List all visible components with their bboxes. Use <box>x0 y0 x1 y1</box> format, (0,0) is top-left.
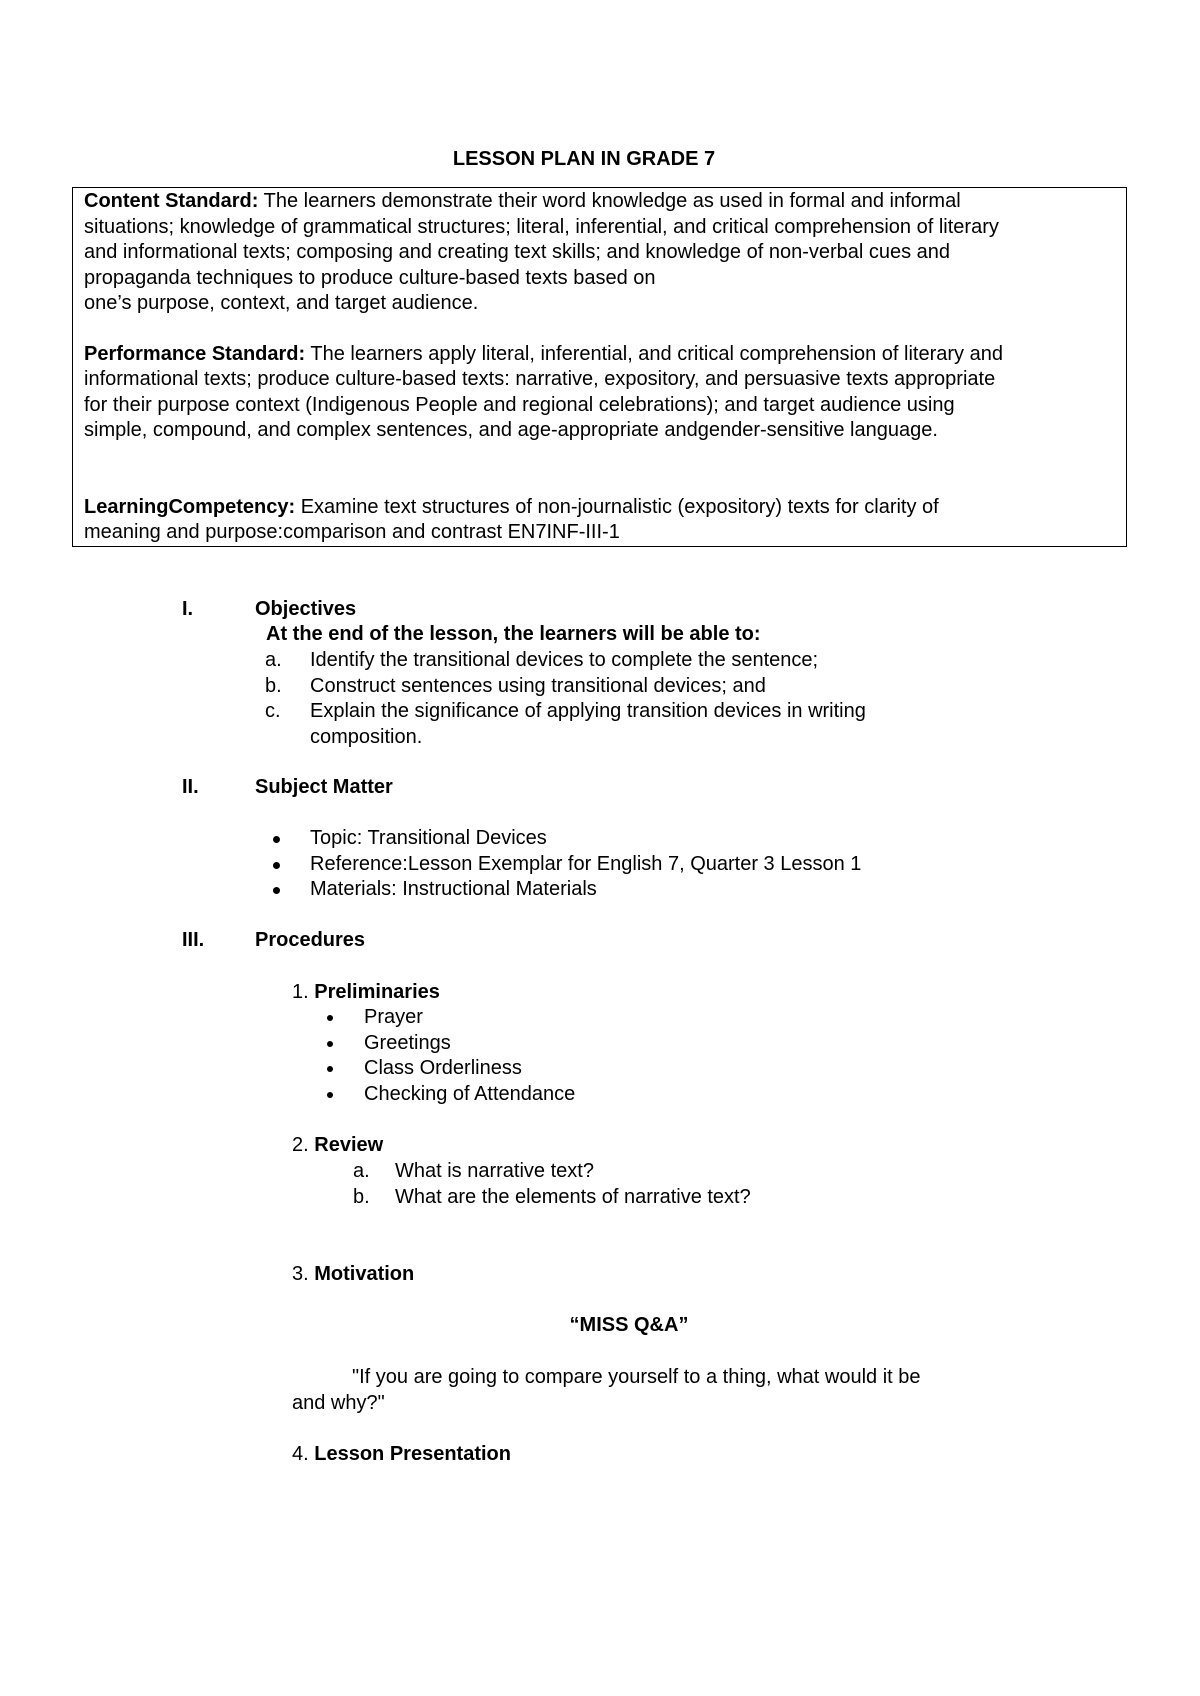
performance-standard-line: simple, compound, and complex sentences, and age-appropriate andgender-sensitive language. <box>84 419 938 441</box>
procedure-label: Motivation <box>314 1263 415 1285</box>
learning-competency <box>84 495 1114 521</box>
bullet-icon <box>273 887 280 894</box>
procedure-number: 1. <box>292 981 309 1003</box>
section-numeral: I. <box>182 598 194 620</box>
section-title: Procedures <box>255 929 366 951</box>
bullet-icon <box>327 1041 333 1047</box>
list-marker: a. <box>353 1160 370 1182</box>
preliminaries-heading <box>292 980 440 1006</box>
lesson-presentation-heading <box>292 1442 511 1468</box>
motivation-question <box>292 1365 1012 1416</box>
content-standard-line: one’s purpose, context, and target audience. <box>84 292 479 314</box>
learning-competency-line: meaning and purpose:comparison and contrast EN7INF-III-1 <box>84 521 620 543</box>
question-line: "If you are going to compare yourself to a thing, what would it be <box>352 1366 921 1388</box>
section-numeral: II. <box>182 776 199 798</box>
list-item-text: Construct sentences using transitional devices; and <box>310 674 766 697</box>
list-item-text: Reference:Lesson Exemplar for English 7, Quarter 3 Lesson 1 <box>310 852 862 875</box>
list-item-text: Explain the significance of applying transition devices in writing <box>310 700 866 722</box>
standards-box <box>72 187 1127 547</box>
list-marker: c. <box>265 700 281 722</box>
section-title: Subject Matter <box>255 776 393 798</box>
content-standard-label: Content Standard: <box>84 190 259 212</box>
objectives-intro: At the end of the lesson, the learners will be able to: <box>266 623 761 645</box>
review-heading <box>292 1133 383 1159</box>
activity-title: “MISS Q&A” <box>569 1314 689 1336</box>
procedure-number: 3. <box>292 1263 309 1285</box>
content-standard <box>84 189 1114 215</box>
page-title: LESSON PLAN IN GRADE 7 <box>452 148 716 170</box>
list-item-text: Identify the transitional devices to complete the sentence; <box>310 649 819 671</box>
content-standard-line: The learners demonstrate their word knowledge as used in formal and informal <box>258 190 961 212</box>
list-item-text: Class Orderliness <box>364 1057 522 1079</box>
list-marker: b. <box>265 674 282 697</box>
procedure-label: Lesson Presentation <box>314 1443 511 1465</box>
bullet-icon <box>327 1092 333 1098</box>
list-marker: a. <box>265 649 282 671</box>
list-item-text: What is narrative text? <box>395 1160 594 1182</box>
section-numeral: III. <box>182 929 205 951</box>
question-line: and why?" <box>292 1391 385 1414</box>
performance-standard-line: The learners apply literal, inferential, and critical comprehension of literary and <box>305 342 1003 365</box>
performance-standard-line: for their purpose context (Indigenous People and regional celebrations); and target audience using <box>84 393 955 416</box>
box-underline <box>139 546 145 547</box>
bullet-icon <box>327 1066 333 1072</box>
list-marker: b. <box>353 1185 370 1208</box>
learning-competency-line: Examine text structures of non-journalistic (expository) texts for clarity of <box>295 495 939 518</box>
list-item-text: What are the elements of narrative text? <box>395 1185 751 1208</box>
procedure-number: 2. <box>292 1134 309 1156</box>
section-title: Objectives <box>255 598 357 620</box>
list-item-text: Greetings <box>364 1031 451 1054</box>
learning-competency-label: LearningCompetency: <box>84 495 296 518</box>
objectives-heading <box>182 597 356 623</box>
performance-standard-line: informational texts; produce culture-based texts: narrative, expository, and persuasive texts appropriate <box>84 368 996 390</box>
performance-standard-label: Performance Standard: <box>84 342 306 365</box>
bullet-icon <box>327 1015 333 1021</box>
content-standard-line: and informational texts; composing and creating text skills; and knowledge of non-verbal cues and <box>84 241 951 263</box>
bullet-icon <box>273 836 280 843</box>
procedure-label: Review <box>314 1134 384 1156</box>
procedures-heading <box>182 928 365 954</box>
list-item-text: Checking of Attendance <box>364 1082 576 1105</box>
list-item-text: Topic: Transitional Devices <box>310 827 547 849</box>
list-item-text: composition. <box>310 725 423 748</box>
procedure-label: Preliminaries <box>314 981 440 1003</box>
subject-matter-heading <box>182 775 393 801</box>
performance-standard <box>84 342 1114 368</box>
list-item-text: Materials: Instructional Materials <box>310 878 597 900</box>
bullet-icon <box>273 862 280 869</box>
list-item-text: Prayer <box>364 1006 423 1028</box>
motivation-heading <box>292 1262 414 1288</box>
content-standard-line: propaganda techniques to produce culture-based texts based on <box>84 266 656 289</box>
procedure-number: 4. <box>292 1443 309 1465</box>
content-standard-line: situations; knowledge of grammatical structures; literal, inferential, and critical comprehension of literary <box>84 215 999 238</box>
